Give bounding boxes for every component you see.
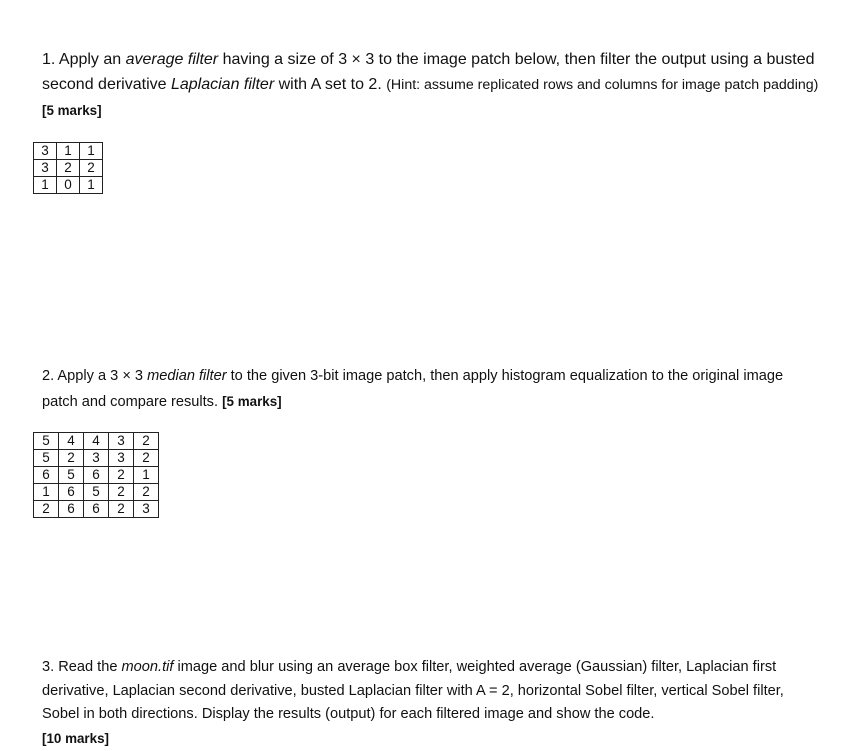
patch-cell: 6 bbox=[84, 467, 109, 484]
q1-image-patch bbox=[33, 142, 103, 194]
patch-cell: 5 bbox=[34, 450, 59, 467]
patch-cell: 2 bbox=[80, 160, 103, 177]
patch-cell: 6 bbox=[59, 501, 84, 518]
patch-cell: 2 bbox=[134, 484, 159, 501]
table-row bbox=[34, 160, 103, 177]
patch-cell: 1 bbox=[134, 467, 159, 484]
patch-cell: 3 bbox=[34, 160, 57, 177]
patch-cell: 6 bbox=[84, 501, 109, 518]
patch-cell: 3 bbox=[134, 501, 159, 518]
patch-cell: 5 bbox=[34, 433, 59, 450]
q3-marks: [10 marks] bbox=[42, 730, 109, 746]
q1-hint: (Hint: assume replicated rows and columns for image patch padding) bbox=[386, 77, 819, 93]
q1-text-part: having a size of 3 × 3 to the image patch below, then filter the output using a busted second derivative bbox=[42, 51, 815, 93]
question-2-text bbox=[42, 364, 822, 415]
patch-cell: 6 bbox=[59, 484, 84, 501]
q1-text-part: 1. Apply an bbox=[42, 51, 126, 68]
question-3 bbox=[42, 656, 822, 751]
table-row bbox=[34, 143, 103, 160]
question-1-text bbox=[42, 47, 822, 123]
table-row bbox=[34, 450, 159, 467]
q2-image-patch bbox=[33, 432, 159, 518]
question-3-text bbox=[42, 656, 822, 751]
patch-cell: 3 bbox=[84, 450, 109, 467]
table-row bbox=[34, 501, 159, 518]
question-2 bbox=[42, 364, 822, 415]
table-row bbox=[34, 433, 159, 450]
patch-cell: 5 bbox=[84, 484, 109, 501]
patch-cell: 6 bbox=[34, 467, 59, 484]
q3-filename: moon.tif bbox=[121, 659, 174, 675]
patch-cell: 2 bbox=[134, 450, 159, 467]
q1-term-laplacian-filter: Laplacian filter bbox=[170, 76, 275, 93]
table-row bbox=[34, 177, 103, 194]
q2-text-part: 2. Apply a 3 × 3 bbox=[42, 368, 148, 384]
q3-text-part: image and blur using an average box filter, weighted average (Gaussian) filter, Laplacian first derivative, Laplacian second derivative, busted Laplacian filter with A = 2, horizontal Sobel filter, vertical Sobel filter, Sobel in both directions. Display the results (output) for each filtered image and show the code. bbox=[42, 659, 784, 722]
patch-cell: 1 bbox=[80, 143, 103, 160]
patch-cell: 3 bbox=[109, 450, 134, 467]
q1-marks: [5 marks] bbox=[42, 103, 102, 118]
patch-cell: 2 bbox=[59, 450, 84, 467]
patch-cell: 3 bbox=[34, 143, 57, 160]
patch-cell: 3 bbox=[109, 433, 134, 450]
patch-cell: 2 bbox=[34, 501, 59, 518]
patch-cell: 2 bbox=[109, 484, 134, 501]
q2-term-median-filter: median filter bbox=[147, 368, 227, 384]
q1-text-part: with A set to 2. bbox=[274, 76, 387, 93]
q2-text-part: to the given 3-bit image patch, then apply histogram equalization to the original image patch and compare results. bbox=[42, 368, 784, 410]
patch-cell: 4 bbox=[59, 433, 84, 450]
patch-cell: 0 bbox=[57, 177, 80, 194]
patch-cell: 2 bbox=[109, 467, 134, 484]
patch-cell: 1 bbox=[34, 484, 59, 501]
patch-cell: 2 bbox=[134, 433, 159, 450]
patch-cell: 5 bbox=[59, 467, 84, 484]
table-row bbox=[34, 467, 159, 484]
q2-marks: [5 marks] bbox=[222, 394, 282, 409]
patch-cell: 1 bbox=[80, 177, 103, 194]
patch-cell: 1 bbox=[34, 177, 57, 194]
patch-cell: 4 bbox=[84, 433, 109, 450]
question-1 bbox=[42, 47, 822, 123]
table-row bbox=[34, 484, 159, 501]
patch-cell: 2 bbox=[57, 160, 80, 177]
patch-cell: 1 bbox=[57, 143, 80, 160]
q1-term-average-filter: average filter bbox=[125, 51, 219, 68]
q3-text-part: 3. Read the bbox=[42, 659, 122, 675]
patch-cell: 2 bbox=[109, 501, 134, 518]
